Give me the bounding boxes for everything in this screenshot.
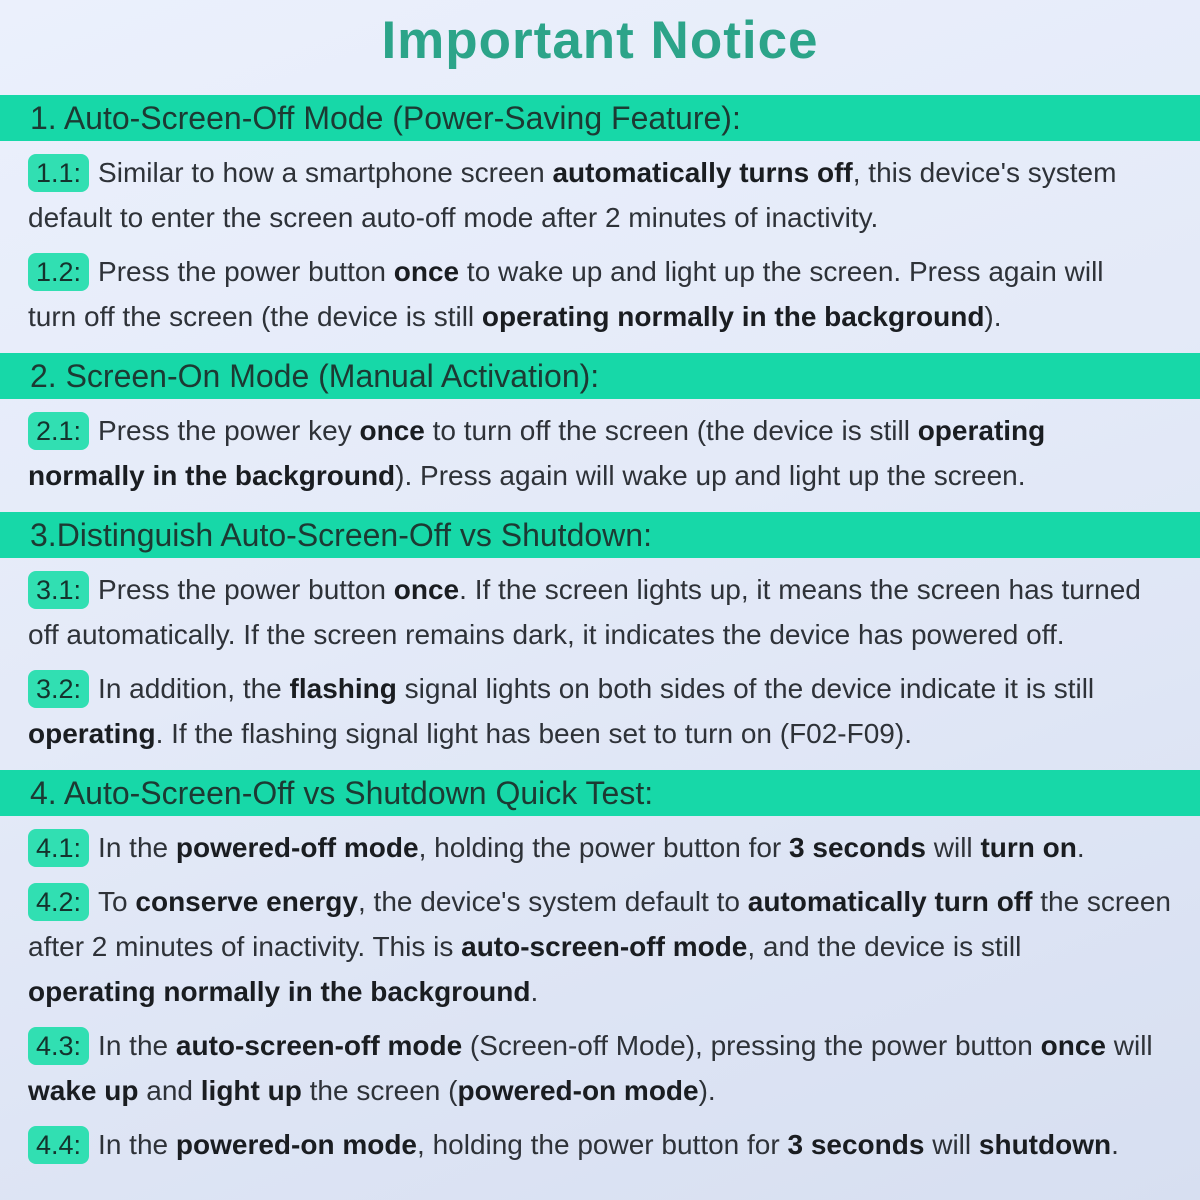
text-run: In the [98, 1129, 176, 1160]
text-run: In the [98, 832, 176, 863]
notice-section-3 [0, 512, 1200, 756]
text-run: , holding the power button for [417, 1129, 788, 1160]
notice-section-1 [0, 95, 1200, 339]
bold-text-run: shutdown [978, 1129, 1112, 1160]
text-run: Similar to how a smartphone screen [98, 157, 553, 188]
notice-paragraph [28, 249, 1172, 339]
section-header: 2. Screen-On Mode (Manual Activation): [0, 353, 1200, 399]
bold-text-run: once [1040, 1030, 1106, 1061]
text-run: will [925, 832, 981, 863]
text-run: to turn off the screen (the device is still [424, 415, 918, 446]
text-run: To [98, 886, 136, 917]
notice-paragraph [28, 150, 1172, 240]
text-run: the screen ( [301, 1075, 458, 1106]
bold-text-run: turn on [980, 832, 1077, 863]
text-run: In addition, the [98, 673, 290, 704]
bold-text-run: operating normally in the background [481, 301, 985, 332]
item-number-chip: 2.1: [28, 412, 89, 450]
item-number-chip: 4.2: [28, 883, 89, 921]
notice-paragraph [28, 879, 1172, 1014]
bold-text-run: once [359, 415, 425, 446]
text-run: . [1111, 1129, 1119, 1160]
text-run: Press the power button [98, 256, 394, 287]
item-number-chip: 4.4: [28, 1126, 89, 1164]
bold-text-run: automatically turn off [747, 886, 1033, 917]
text-run: ). Press again will wake up and light up the screen. [395, 460, 1026, 491]
bold-text-run: conserve energy [135, 886, 358, 917]
bold-text-run: auto-screen-off mode [175, 1030, 463, 1061]
bold-text-run: auto-screen-off mode [461, 931, 748, 962]
text-run: ). [984, 301, 1002, 332]
text-run: to wake up and light up the screen. Press again will [459, 256, 1104, 287]
text-run: . If the screen lights up, it means the screen has turned [459, 574, 1141, 605]
item-number-chip: 3.1: [28, 571, 89, 609]
text-run: after 2 minutes of inactivity. This is [28, 931, 462, 962]
text-run: . If the flashing signal light has been set to turn on (F02-F09). [155, 718, 912, 749]
text-run: and [138, 1075, 201, 1106]
text-run: signal lights on both sides of the device indicate it is still [396, 673, 1095, 704]
text-run: Press the power button [98, 574, 394, 605]
item-number-chip: 3.2: [28, 670, 89, 708]
text-run: will [924, 1129, 979, 1160]
bold-text-run: 3 seconds [787, 1129, 925, 1160]
text-run: default to enter the screen auto-off mode after 2 minutes of inactivity. [28, 202, 879, 233]
bold-text-run: light up [200, 1075, 302, 1106]
item-number-chip: 1.1: [28, 154, 89, 192]
text-run: . [1076, 832, 1085, 863]
bold-text-run: powered-on mode [457, 1075, 699, 1106]
text-run: will [1105, 1030, 1153, 1061]
text-run: , and the device is still [747, 931, 1022, 962]
bold-text-run: wake up [28, 1075, 139, 1106]
item-number-chip: 1.2: [28, 253, 89, 291]
bold-text-run: operating normally in the background [28, 976, 531, 1007]
text-run: , this device's system [852, 157, 1117, 188]
item-number-chip: 4.3: [28, 1027, 89, 1065]
section-header: 4. Auto-Screen-Off vs Shutdown Quick Test: [0, 770, 1200, 816]
bold-text-run: 3 seconds [789, 832, 926, 863]
text-run: the screen [1032, 886, 1171, 917]
notice-paragraph [28, 567, 1172, 657]
text-run: In the [98, 1030, 176, 1061]
bold-text-run: once [393, 574, 460, 605]
bold-text-run: once [393, 256, 460, 287]
bold-text-run: operating [28, 718, 156, 749]
text-run: (Screen-off Mode), pressing the power button [462, 1030, 1041, 1061]
notice-paragraph [28, 825, 1172, 870]
notice-body [0, 95, 1200, 1167]
bold-text-run: powered-on mode [175, 1129, 418, 1160]
notice-section-2 [0, 353, 1200, 498]
bold-text-run: powered-off mode [175, 832, 419, 863]
item-number-chip: 4.1: [28, 829, 89, 867]
bold-text-run: normally in the background [28, 460, 396, 491]
bold-text-run: operating [917, 415, 1046, 446]
notice-paragraph [28, 1023, 1172, 1113]
notice-section-4 [0, 770, 1200, 1167]
page-title: Important Notice [381, 11, 819, 70]
text-run: Press the power key [98, 415, 360, 446]
section-header: 1. Auto-Screen-Off Mode (Power-Saving Feature): [0, 95, 1200, 141]
bold-text-run: flashing [289, 673, 397, 704]
bold-text-run: automatically turns off [552, 157, 853, 188]
text-run: off automatically. If the screen remains dark, it indicates the device has powered off. [28, 619, 1065, 650]
notice-paragraph [28, 1122, 1172, 1167]
text-run: . [530, 976, 539, 1007]
notice-paragraph [28, 408, 1172, 498]
text-run: , the device's system default to [357, 886, 748, 917]
text-run: turn off the screen (the device is still [28, 301, 482, 332]
section-header: 3.Distinguish Auto-Screen-Off vs Shutdown: [0, 512, 1200, 558]
text-run: , holding the power button for [418, 832, 790, 863]
text-run: ). [698, 1075, 716, 1106]
notice-paragraph [28, 666, 1172, 756]
